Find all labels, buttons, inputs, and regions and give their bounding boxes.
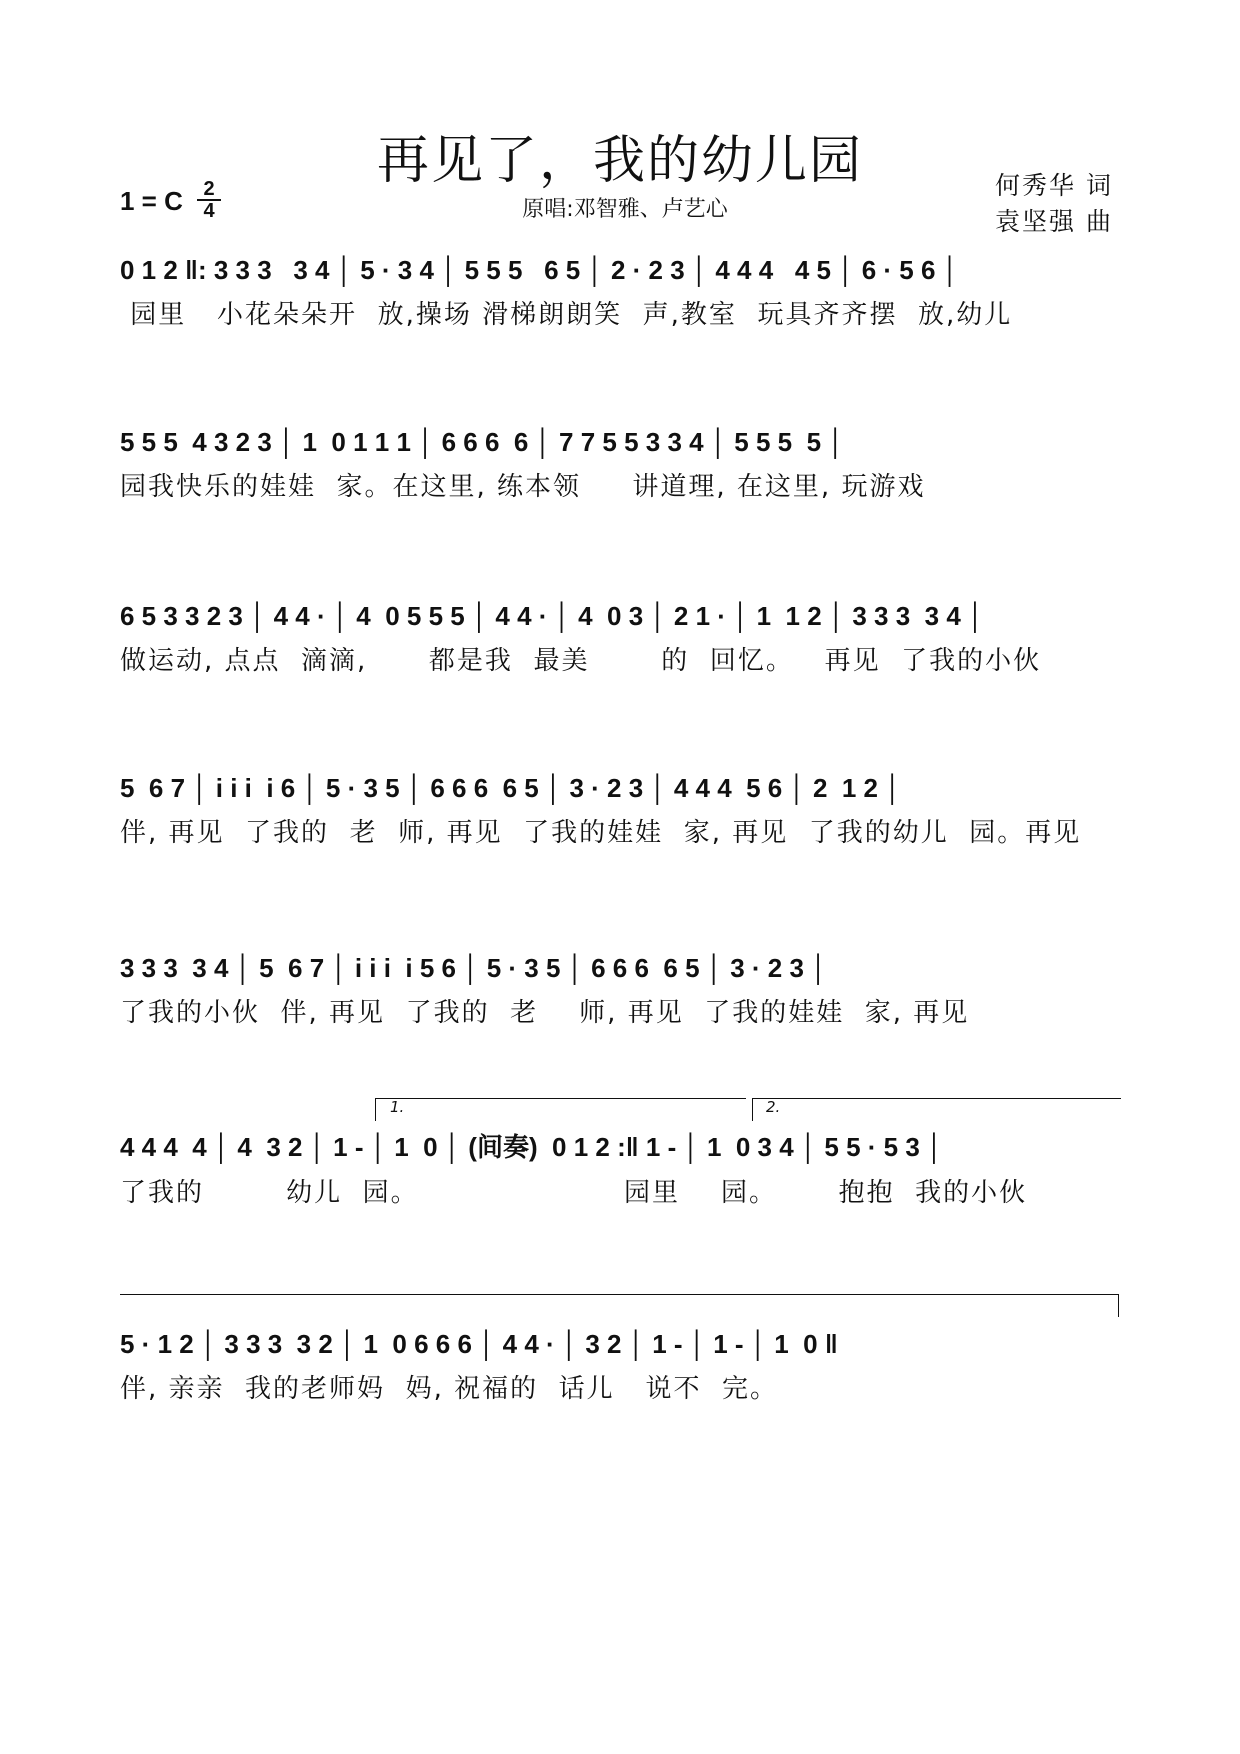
lyrics-row: 了我的小伙 伴, 再见 了我的 老 师, 再见 了我的娃娃 家, 再见: [120, 998, 970, 1028]
lyrics-row: 园我快乐的娃娃 家。在这里, 练本领 讲道理, 在这里, 玩游戏: [120, 472, 926, 502]
key-signature: 1 = C: [120, 186, 183, 216]
lyrics-row: 伴, 再见 了我的 老 师, 再见 了我的娃娃 家, 再见 了我的幼儿 园。再见: [120, 818, 1082, 848]
notes-row: 5 6 7 │ i i i i 6 │ 5 · 3 5 │ 6 6 6 6 5 │ 3 · 2 3 │ 4 4 4 5 6 │ 2 1 2 │: [120, 773, 902, 803]
notes-row: 6 5 3 3 2 3 │ 4 4 · │ 4 0 5 5 5 │ 4 4 · │ 4 0 3 │ 2 1 · │ 1 1 2 │ 3 3 3 3 4 │: [120, 601, 985, 631]
lyrics-row: 伴, 亲亲 我的老师妈 妈, 祝福的 话儿 说不 完。: [120, 1374, 778, 1404]
second-ending-label: 2.: [766, 1098, 781, 1116]
notes-row: 3 3 3 3 4 │ 5 6 7 │ i i i i 5 6 │ 5 · 3 5 │ 6 6 6 6 5 │ 3 · 2 3 │: [120, 953, 828, 983]
second-ending-bracket: [752, 1098, 1121, 1121]
first-ending-bracket: [375, 1098, 746, 1121]
lyrics-row: 做运动, 点点 滴滴, 都是我 最美 的 回忆。 再见 了我的小伙: [120, 646, 1042, 676]
lyricist-credit: 何秀华 词: [995, 171, 1113, 200]
original-singer: 原唱:邓智雅、卢艺心: [522, 197, 728, 222]
lyrics-row: 园里 小花朵朵开 放,操场 滑梯朗朗笑 声,教室 玩具齐齐摆 放,幼儿: [120, 300, 1013, 330]
lyrics-row: 了我的 幼儿 园。 园里 园。 抱抱 我的小伙: [120, 1178, 1028, 1208]
notes-row: 5 · 1 2 │ 3 3 3 3 2 │ 1 0 6 6 6 │ 4 4 · │ 3 2 │ 1 - │ 1 - │ 1 0 ‖: [120, 1329, 838, 1359]
time-signature-top: 2: [203, 178, 215, 200]
song-title: 再见了，我的幼儿园: [376, 131, 863, 191]
notes-row: 0 1 2 ‖: 3 3 3 3 4 │ 5 · 3 4 │ 5 5 5 6 5 │ 2 · 2 3 │ 4 4 4 4 5 │ 6 · 5 6 │: [120, 255, 959, 285]
ending-bracket-continuation: [120, 1294, 1119, 1317]
notes-row: 5 5 5 4 3 2 3 │ 1 0 1 1 1 │ 6 6 6 6 │ 7 7 5 5 3 3 4 │ 5 5 5 5 │: [120, 427, 845, 457]
composer-credit: 袁坚强 曲: [995, 207, 1113, 236]
time-signature-bottom: 4: [203, 200, 215, 222]
first-ending-label: 1.: [390, 1098, 405, 1116]
notes-row: 4 4 4 4 │ 4 3 2 │ 1 - │ 1 0 │ (间奏) 0 1 2 :‖ 1 - │ 1 0 3 4 │ 5 5 · 5 3 │: [120, 1132, 944, 1162]
